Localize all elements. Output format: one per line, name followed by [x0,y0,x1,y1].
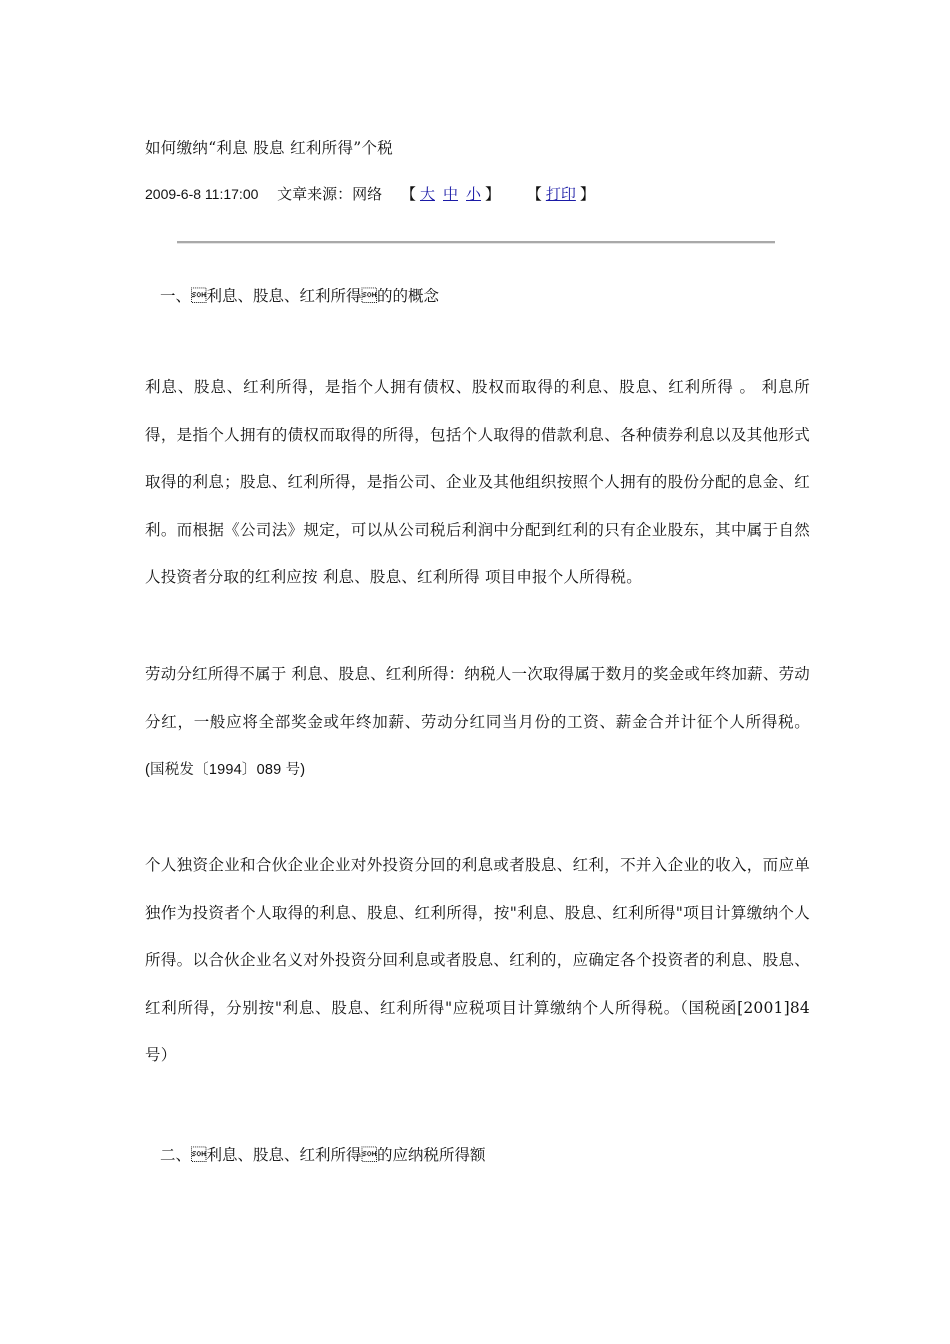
article-meta [145,183,595,204]
paragraph-partnership: 个人独资企业和合伙企业企业对外投资分回的利息或者股息、红利，不并入企业的收入，而应单独作为投资者个人取得的利息、股息、红利所得，按"利息、股息、红利所得"项目计算缴纳个人所得。以合伙企业名义对外投资分回利息或者股息、红利的，应确定各个投资者的利息、股息、红利所得，分别按"利息、股息、红利所得"应税项目计算缴纳个人所得税。（国税函[2001]84 号） [145,856,810,1064]
section-heading-1: 一、利息、股息、红利所得的的概念 [160,287,440,305]
print-link[interactable]: 打印 [545,185,576,203]
article-title: 如何缴纳“利息 股息 红利所得”个税 [145,139,394,157]
print-bracket-open: 【 [526,185,542,203]
article-source: 文章来源：网络 [277,185,383,203]
paragraph-labor-bonus-citation: (国税发〔1994〕089 号) [145,762,306,778]
paragraph-concept: 利息、股息、红利所得，是指个人拥有债权、股权而取得的利息、股息、红利所得 。 利息所得，是指个人拥有的债权而取得的所得，包括个人取得的借款利息、各种债券利息以及其他形式取得的利息；股息、红利所得，是指公司、企业及其他组织按照个人拥有的股份分配的息金、红利。而根据《公司法》规定，可以从公司税后利润中分配到红利的只有企业股东，其中属于自然人投资者分取的红利应按 利息、股息、红利所得 项目申报个人所得税。 [145,378,810,586]
paragraph-labor-bonus [145,651,810,795]
font-size-medium-link[interactable]: 中 [443,185,459,203]
section-heading-2: 二、利息、股息、红利所得的应纳税所得额 [160,1146,486,1164]
print-bracket-close: 】 [579,185,595,203]
font-size-large-link[interactable]: 大 [419,185,435,203]
horizontal-rule [177,241,775,244]
publish-date: 2009-6-8 11:17:00 [145,186,259,202]
font-size-bracket-close: 】 [485,185,501,203]
paragraph-labor-bonus-text: 劳动分红所得不属于 利息、股息、红利所得：纳税人一次取得属于数月的奖金或年终加薪、劳动分红，一般应将全部奖金或年终加薪、劳动分红同当月份的工资、薪金合并计征个人所得税。 [145,665,810,731]
font-size-bracket-open: 【 [400,185,416,203]
font-size-small-link[interactable]: 小 [466,185,482,203]
